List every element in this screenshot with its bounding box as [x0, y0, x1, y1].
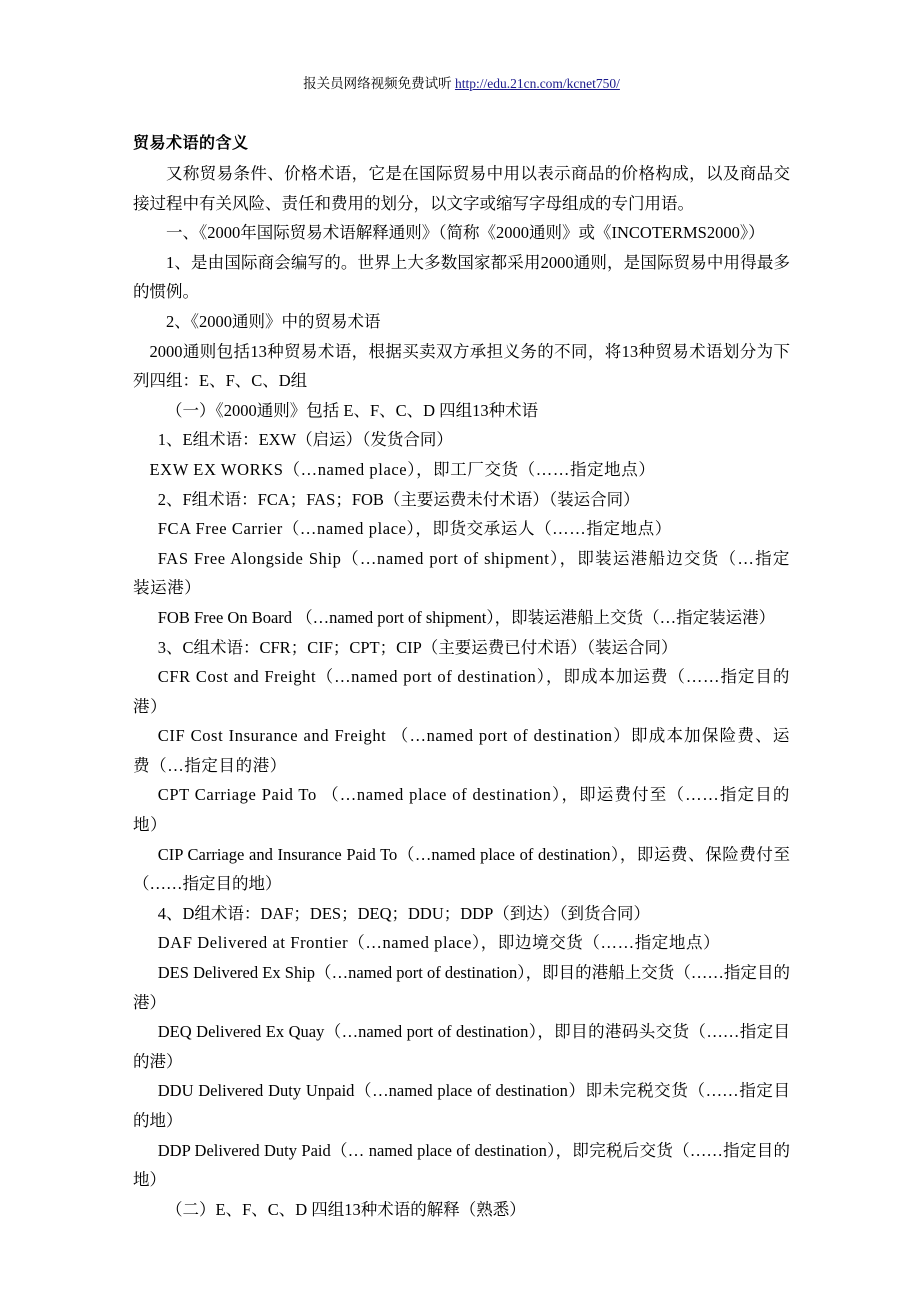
paragraph-4: 2000通则包括13种贸易术语，根据买卖双方承担义务的不同，将13种贸易术语划分为下列四组：E、F、C、D组: [133, 341, 790, 391]
header-url[interactable]: http://edu.21cn.com/kcnet750/: [454, 76, 620, 91]
paragraph-5: （一）《2000通则》包括 E、F、C、D 四组13种术语: [166, 400, 539, 420]
paragraph-9: FCA Free Carrier（…named place），即货交承运人（……指定地点）: [157, 519, 672, 539]
paragraph-7: EXW EX WORKS（…named place），即工厂交货（……指定地点）: [149, 459, 656, 479]
paragraph-11: FOB Free On Board （…named port of shipment），即装运港船上交货（…指定装运港）: [157, 607, 776, 627]
paragraph-12: 3、C组术语：CFR；CIF；CPT；CIP（主要运费已付术语）（装运合同）: [157, 637, 678, 657]
paragraph-13: CFR Cost and Freight（…named port of destination），即成本加运费（……指定目的港）: [133, 667, 790, 716]
paragraph-23: （二）E、F、C、D 四组13种术语的解释（熟悉）: [166, 1199, 526, 1219]
paragraph-2: 1、是由国际商会编写的。世界上大多数国家都采用2000通则，是国际贸易中用得最多的惯例。: [133, 252, 790, 302]
paragraph-0: 又称贸易条件、价格术语，它是在国际贸易中用以表示商品的价格构成，以及商品交接过程中有关风险、责任和费用的划分，以文字或缩写字母组成的专门用语。: [133, 164, 790, 213]
paragraph-3: 2、《2000通则》中的贸易术语: [166, 311, 381, 331]
paragraph-22: DDP Delivered Duty Paid（… named place of destination），即完税后交货（……指定目的地）: [133, 1140, 790, 1190]
paragraph-1: 一、《2000年国际贸易术语解释通则》（简称《2000通则》或《INCOTERMS2000》）: [166, 223, 765, 243]
paragraph-19: DES Delivered Ex Ship（…named port of destination），即目的港船上交货（……指定目的港）: [133, 963, 790, 1012]
paragraph-10: FAS Free Alongside Ship（…named port of shipment），即装运港船边交货（…指定装运港）: [133, 548, 790, 598]
paragraph-6: 1、E组术语：EXW（启运）（发货合同）: [157, 430, 453, 450]
paragraph-21: DDU Delivered Duty Unpaid（…named place of destination）即未完税交货（……指定目的地）: [133, 1081, 790, 1130]
paragraph-18: DAF Delivered at Frontier（…named place），即边境交货（……指定地点）: [157, 933, 721, 953]
page-header: [133, 60, 790, 92]
paragraph-14: CIF Cost Insurance and Freight （…named port of destination）即成本加保险费、运费（…指定目的港）: [133, 726, 790, 775]
paragraph-16: CIP Carriage and Insurance Paid To（…named place of destination），即运费、保险费付至（……指定目的地）: [133, 844, 790, 894]
page-title: 贸易术语的含义: [133, 135, 249, 152]
paragraph-15: CPT Carriage Paid To （…named place of destination），即运费付至（……指定目的地）: [133, 785, 790, 835]
paragraph-17: 4、D组术语：DAF；DES；DEQ；DDU；DDP（到达）（到货合同）: [157, 903, 651, 923]
paragraph-20: DEQ Delivered Ex Quay（…named port of destination），即目的港码头交货（……指定目的港）: [133, 1022, 790, 1071]
paragraph-8: 2、F组术语：FCA；FAS；FOB（主要运费未付术语）（装运合同）: [157, 489, 640, 509]
header-text: 报关员网络视频免费试听: [303, 76, 452, 91]
